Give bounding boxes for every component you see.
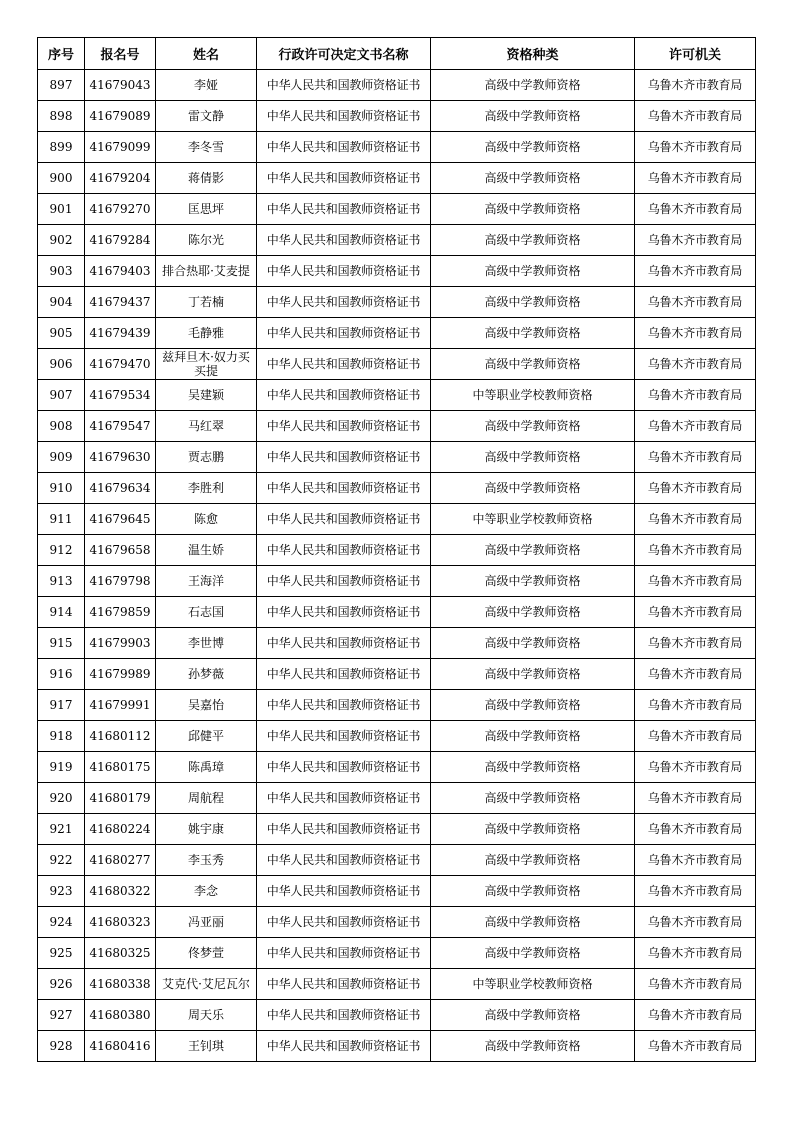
cell-seq: 910 xyxy=(38,473,85,504)
cell-reg-no: 41679547 xyxy=(85,411,156,442)
table-row xyxy=(38,473,756,504)
cell-authority: 乌鲁木齐市教育局 xyxy=(635,287,756,318)
cell-authority: 乌鲁木齐市教育局 xyxy=(635,907,756,938)
table-row xyxy=(38,318,756,349)
cell-name: 冯亚丽 xyxy=(156,907,257,938)
cell-doc-name: 中华人民共和国教师资格证书 xyxy=(257,411,431,442)
header-authority: 许可机关 xyxy=(635,38,756,70)
cell-name: 姚宇康 xyxy=(156,814,257,845)
cell-seq: 922 xyxy=(38,845,85,876)
document-page xyxy=(37,37,755,1062)
cell-reg-no: 41679630 xyxy=(85,442,156,473)
cell-qual-type: 高级中学教师资格 xyxy=(431,1031,635,1062)
cell-seq: 901 xyxy=(38,194,85,225)
cell-reg-no: 41679991 xyxy=(85,690,156,721)
cell-authority: 乌鲁木齐市教育局 xyxy=(635,597,756,628)
cell-seq: 918 xyxy=(38,721,85,752)
table-row xyxy=(38,814,756,845)
cell-authority: 乌鲁木齐市教育局 xyxy=(635,70,756,101)
license-table xyxy=(37,37,756,1062)
cell-reg-no: 41680179 xyxy=(85,783,156,814)
table-header xyxy=(38,38,756,70)
cell-seq: 899 xyxy=(38,132,85,163)
table-row xyxy=(38,876,756,907)
cell-doc-name: 中华人民共和国教师资格证书 xyxy=(257,318,431,349)
cell-qual-type: 中等职业学校教师资格 xyxy=(431,504,635,535)
table-row xyxy=(38,597,756,628)
cell-name: 贾志鹏 xyxy=(156,442,257,473)
cell-authority: 乌鲁木齐市教育局 xyxy=(635,535,756,566)
cell-name: 雷文静 xyxy=(156,101,257,132)
cell-reg-no: 41680323 xyxy=(85,907,156,938)
cell-name: 匡思坪 xyxy=(156,194,257,225)
cell-doc-name: 中华人民共和国教师资格证书 xyxy=(257,380,431,411)
table-row xyxy=(38,225,756,256)
cell-seq: 927 xyxy=(38,1000,85,1031)
cell-name: 石志国 xyxy=(156,597,257,628)
cell-reg-no: 41679204 xyxy=(85,163,156,194)
cell-seq: 919 xyxy=(38,752,85,783)
cell-authority: 乌鲁木齐市教育局 xyxy=(635,380,756,411)
cell-authority: 乌鲁木齐市教育局 xyxy=(635,721,756,752)
cell-seq: 916 xyxy=(38,659,85,690)
cell-reg-no: 41680380 xyxy=(85,1000,156,1031)
cell-qual-type: 中等职业学校教师资格 xyxy=(431,969,635,1000)
cell-seq: 925 xyxy=(38,938,85,969)
cell-name: 排合热耶·艾麦提 xyxy=(156,256,257,287)
cell-reg-no: 41680277 xyxy=(85,845,156,876)
cell-authority: 乌鲁木齐市教育局 xyxy=(635,473,756,504)
cell-doc-name: 中华人民共和国教师资格证书 xyxy=(257,783,431,814)
table-row xyxy=(38,504,756,535)
cell-qual-type: 高级中学教师资格 xyxy=(431,1000,635,1031)
table-row xyxy=(38,938,756,969)
cell-qual-type: 高级中学教师资格 xyxy=(431,225,635,256)
table-row xyxy=(38,70,756,101)
cell-qual-type: 中等职业学校教师资格 xyxy=(431,380,635,411)
table-row xyxy=(38,442,756,473)
cell-doc-name: 中华人民共和国教师资格证书 xyxy=(257,504,431,535)
cell-name: 陈禹璋 xyxy=(156,752,257,783)
table-row xyxy=(38,349,756,380)
table-row xyxy=(38,411,756,442)
cell-authority: 乌鲁木齐市教育局 xyxy=(635,411,756,442)
table-row xyxy=(38,1000,756,1031)
cell-reg-no: 41679798 xyxy=(85,566,156,597)
cell-qual-type: 高级中学教师资格 xyxy=(431,349,635,380)
cell-authority: 乌鲁木齐市教育局 xyxy=(635,1000,756,1031)
cell-name: 李世博 xyxy=(156,628,257,659)
cell-name: 毛静雅 xyxy=(156,318,257,349)
cell-doc-name: 中华人民共和国教师资格证书 xyxy=(257,473,431,504)
cell-name: 李胜利 xyxy=(156,473,257,504)
cell-reg-no: 41679437 xyxy=(85,287,156,318)
cell-name: 周天乐 xyxy=(156,1000,257,1031)
cell-doc-name: 中华人民共和国教师资格证书 xyxy=(257,194,431,225)
cell-doc-name: 中华人民共和国教师资格证书 xyxy=(257,70,431,101)
cell-name: 王钊琪 xyxy=(156,1031,257,1062)
cell-reg-no: 41679645 xyxy=(85,504,156,535)
cell-reg-no: 41679634 xyxy=(85,473,156,504)
table-row xyxy=(38,783,756,814)
table-row xyxy=(38,163,756,194)
cell-qual-type: 高级中学教师资格 xyxy=(431,659,635,690)
cell-name: 马红翠 xyxy=(156,411,257,442)
cell-seq: 900 xyxy=(38,163,85,194)
cell-doc-name: 中华人民共和国教师资格证书 xyxy=(257,690,431,721)
cell-qual-type: 高级中学教师资格 xyxy=(431,101,635,132)
cell-reg-no: 41679043 xyxy=(85,70,156,101)
cell-doc-name: 中华人民共和国教师资格证书 xyxy=(257,535,431,566)
table-row xyxy=(38,690,756,721)
cell-seq: 923 xyxy=(38,876,85,907)
cell-doc-name: 中华人民共和国教师资格证书 xyxy=(257,845,431,876)
cell-reg-no: 41679658 xyxy=(85,535,156,566)
cell-doc-name: 中华人民共和国教师资格证书 xyxy=(257,659,431,690)
header-name: 姓名 xyxy=(156,38,257,70)
cell-name: 王海洋 xyxy=(156,566,257,597)
cell-doc-name: 中华人民共和国教师资格证书 xyxy=(257,566,431,597)
cell-name: 李念 xyxy=(156,876,257,907)
cell-doc-name: 中华人民共和国教师资格证书 xyxy=(257,969,431,1000)
cell-name: 丁若楠 xyxy=(156,287,257,318)
table-row xyxy=(38,132,756,163)
cell-name: 兹拜旦木·奴力买买提 xyxy=(156,349,257,380)
cell-seq: 921 xyxy=(38,814,85,845)
cell-seq: 913 xyxy=(38,566,85,597)
table-body xyxy=(38,70,756,1062)
cell-seq: 908 xyxy=(38,411,85,442)
cell-authority: 乌鲁木齐市教育局 xyxy=(635,690,756,721)
cell-qual-type: 高级中学教师资格 xyxy=(431,752,635,783)
cell-qual-type: 高级中学教师资格 xyxy=(431,194,635,225)
cell-reg-no: 41680175 xyxy=(85,752,156,783)
table-row xyxy=(38,194,756,225)
table-row xyxy=(38,628,756,659)
table-row xyxy=(38,845,756,876)
cell-qual-type: 高级中学教师资格 xyxy=(431,287,635,318)
cell-authority: 乌鲁木齐市教育局 xyxy=(635,318,756,349)
cell-doc-name: 中华人民共和国教师资格证书 xyxy=(257,287,431,318)
cell-authority: 乌鲁木齐市教育局 xyxy=(635,132,756,163)
cell-authority: 乌鲁木齐市教育局 xyxy=(635,256,756,287)
cell-qual-type: 高级中学教师资格 xyxy=(431,907,635,938)
cell-seq: 897 xyxy=(38,70,85,101)
cell-qual-type: 高级中学教师资格 xyxy=(431,256,635,287)
cell-reg-no: 41679534 xyxy=(85,380,156,411)
cell-name: 佟梦萱 xyxy=(156,938,257,969)
cell-doc-name: 中华人民共和国教师资格证书 xyxy=(257,442,431,473)
cell-reg-no: 41679089 xyxy=(85,101,156,132)
cell-reg-no: 41679270 xyxy=(85,194,156,225)
cell-doc-name: 中华人民共和国教师资格证书 xyxy=(257,101,431,132)
cell-authority: 乌鲁木齐市教育局 xyxy=(635,1031,756,1062)
cell-reg-no: 41680416 xyxy=(85,1031,156,1062)
cell-seq: 917 xyxy=(38,690,85,721)
cell-reg-no: 41680224 xyxy=(85,814,156,845)
table-row xyxy=(38,659,756,690)
cell-seq: 898 xyxy=(38,101,85,132)
cell-qual-type: 高级中学教师资格 xyxy=(431,721,635,752)
cell-reg-no: 41679859 xyxy=(85,597,156,628)
table-row xyxy=(38,969,756,1000)
cell-doc-name: 中华人民共和国教师资格证书 xyxy=(257,349,431,380)
header-row xyxy=(38,38,756,70)
cell-authority: 乌鲁木齐市教育局 xyxy=(635,349,756,380)
cell-authority: 乌鲁木齐市教育局 xyxy=(635,225,756,256)
cell-doc-name: 中华人民共和国教师资格证书 xyxy=(257,752,431,783)
cell-name: 吴嘉怡 xyxy=(156,690,257,721)
header-qual-type: 资格种类 xyxy=(431,38,635,70)
cell-reg-no: 41679989 xyxy=(85,659,156,690)
cell-name: 李冬雪 xyxy=(156,132,257,163)
cell-seq: 902 xyxy=(38,225,85,256)
table-row xyxy=(38,1031,756,1062)
cell-doc-name: 中华人民共和国教师资格证书 xyxy=(257,1031,431,1062)
table-row xyxy=(38,721,756,752)
cell-doc-name: 中华人民共和国教师资格证书 xyxy=(257,225,431,256)
cell-authority: 乌鲁木齐市教育局 xyxy=(635,783,756,814)
cell-reg-no: 41680338 xyxy=(85,969,156,1000)
cell-name: 温生娇 xyxy=(156,535,257,566)
cell-doc-name: 中华人民共和国教师资格证书 xyxy=(257,907,431,938)
cell-reg-no: 41679099 xyxy=(85,132,156,163)
cell-qual-type: 高级中学教师资格 xyxy=(431,442,635,473)
cell-qual-type: 高级中学教师资格 xyxy=(431,690,635,721)
cell-seq: 911 xyxy=(38,504,85,535)
cell-doc-name: 中华人民共和国教师资格证书 xyxy=(257,814,431,845)
cell-reg-no: 41679439 xyxy=(85,318,156,349)
cell-doc-name: 中华人民共和国教师资格证书 xyxy=(257,256,431,287)
table-row xyxy=(38,907,756,938)
cell-reg-no: 41680112 xyxy=(85,721,156,752)
cell-reg-no: 41679470 xyxy=(85,349,156,380)
table-row xyxy=(38,535,756,566)
cell-seq: 920 xyxy=(38,783,85,814)
cell-authority: 乌鲁木齐市教育局 xyxy=(635,969,756,1000)
cell-qual-type: 高级中学教师资格 xyxy=(431,845,635,876)
cell-seq: 906 xyxy=(38,349,85,380)
cell-qual-type: 高级中学教师资格 xyxy=(431,535,635,566)
cell-qual-type: 高级中学教师资格 xyxy=(431,411,635,442)
table-row xyxy=(38,380,756,411)
cell-doc-name: 中华人民共和国教师资格证书 xyxy=(257,597,431,628)
cell-doc-name: 中华人民共和国教师资格证书 xyxy=(257,132,431,163)
cell-authority: 乌鲁木齐市教育局 xyxy=(635,752,756,783)
cell-doc-name: 中华人民共和国教师资格证书 xyxy=(257,876,431,907)
cell-name: 李玉秀 xyxy=(156,845,257,876)
cell-seq: 909 xyxy=(38,442,85,473)
cell-qual-type: 高级中学教师资格 xyxy=(431,473,635,504)
cell-name: 邱健平 xyxy=(156,721,257,752)
cell-seq: 928 xyxy=(38,1031,85,1062)
cell-qual-type: 高级中学教师资格 xyxy=(431,876,635,907)
header-seq: 序号 xyxy=(38,38,85,70)
cell-reg-no: 41679403 xyxy=(85,256,156,287)
cell-qual-type: 高级中学教师资格 xyxy=(431,628,635,659)
cell-doc-name: 中华人民共和国教师资格证书 xyxy=(257,721,431,752)
cell-seq: 924 xyxy=(38,907,85,938)
cell-seq: 926 xyxy=(38,969,85,1000)
cell-qual-type: 高级中学教师资格 xyxy=(431,566,635,597)
cell-qual-type: 高级中学教师资格 xyxy=(431,163,635,194)
cell-reg-no: 41679903 xyxy=(85,628,156,659)
table-row xyxy=(38,256,756,287)
cell-seq: 904 xyxy=(38,287,85,318)
header-doc-name: 行政许可决定文书名称 xyxy=(257,38,431,70)
cell-qual-type: 高级中学教师资格 xyxy=(431,70,635,101)
cell-name: 周航程 xyxy=(156,783,257,814)
header-reg-no: 报名号 xyxy=(85,38,156,70)
cell-seq: 903 xyxy=(38,256,85,287)
cell-seq: 914 xyxy=(38,597,85,628)
cell-name: 陈尔光 xyxy=(156,225,257,256)
cell-reg-no: 41680322 xyxy=(85,876,156,907)
cell-reg-no: 41680325 xyxy=(85,938,156,969)
cell-authority: 乌鲁木齐市教育局 xyxy=(635,876,756,907)
cell-authority: 乌鲁木齐市教育局 xyxy=(635,628,756,659)
cell-reg-no: 41679284 xyxy=(85,225,156,256)
cell-qual-type: 高级中学教师资格 xyxy=(431,783,635,814)
cell-name: 陈愈 xyxy=(156,504,257,535)
cell-authority: 乌鲁木齐市教育局 xyxy=(635,845,756,876)
cell-qual-type: 高级中学教师资格 xyxy=(431,597,635,628)
cell-seq: 912 xyxy=(38,535,85,566)
table-row xyxy=(38,287,756,318)
cell-qual-type: 高级中学教师资格 xyxy=(431,814,635,845)
cell-authority: 乌鲁木齐市教育局 xyxy=(635,938,756,969)
table-row xyxy=(38,566,756,597)
cell-authority: 乌鲁木齐市教育局 xyxy=(635,163,756,194)
table-row xyxy=(38,752,756,783)
cell-authority: 乌鲁木齐市教育局 xyxy=(635,101,756,132)
cell-authority: 乌鲁木齐市教育局 xyxy=(635,814,756,845)
cell-name: 孙梦薇 xyxy=(156,659,257,690)
cell-authority: 乌鲁木齐市教育局 xyxy=(635,504,756,535)
cell-authority: 乌鲁木齐市教育局 xyxy=(635,566,756,597)
cell-name: 李娅 xyxy=(156,70,257,101)
cell-doc-name: 中华人民共和国教师资格证书 xyxy=(257,628,431,659)
cell-qual-type: 高级中学教师资格 xyxy=(431,318,635,349)
cell-authority: 乌鲁木齐市教育局 xyxy=(635,194,756,225)
table-row xyxy=(38,101,756,132)
cell-qual-type: 高级中学教师资格 xyxy=(431,938,635,969)
cell-seq: 915 xyxy=(38,628,85,659)
cell-seq: 905 xyxy=(38,318,85,349)
cell-name: 蒋倩影 xyxy=(156,163,257,194)
cell-doc-name: 中华人民共和国教师资格证书 xyxy=(257,163,431,194)
cell-authority: 乌鲁木齐市教育局 xyxy=(635,659,756,690)
cell-seq: 907 xyxy=(38,380,85,411)
cell-qual-type: 高级中学教师资格 xyxy=(431,132,635,163)
cell-authority: 乌鲁木齐市教育局 xyxy=(635,442,756,473)
cell-doc-name: 中华人民共和国教师资格证书 xyxy=(257,1000,431,1031)
cell-doc-name: 中华人民共和国教师资格证书 xyxy=(257,938,431,969)
cell-name: 艾克代·艾尼瓦尔 xyxy=(156,969,257,1000)
cell-name: 吴建颖 xyxy=(156,380,257,411)
